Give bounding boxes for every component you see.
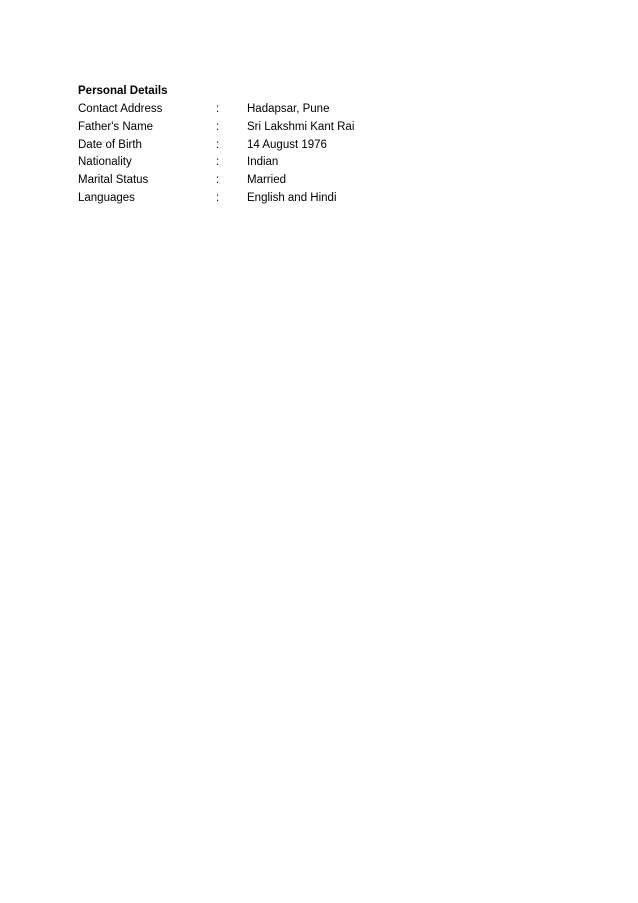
detail-value: English and Hindi [247,191,337,204]
detail-separator: : [216,120,220,133]
section-title: Personal Details [78,85,168,97]
detail-value: 14 August 1976 [247,138,327,151]
detail-value: Indian [247,156,279,169]
detail-label: Nationality [78,156,132,169]
detail-separator: : [216,156,220,169]
detail-row-contact-address [78,101,558,119]
detail-separator: : [216,103,220,115]
detail-separator: : [216,191,220,204]
detail-label: Date of Birth [78,138,142,151]
detail-row-languages [78,190,558,208]
details-list [78,101,558,208]
detail-row-fathers-name [78,119,558,137]
detail-separator: : [216,138,220,151]
detail-row-nationality [78,154,558,172]
personal-details-section [78,83,558,208]
detail-label: Languages [78,191,135,204]
detail-row-date-of-birth [78,137,558,155]
detail-value: Married [247,174,286,187]
detail-label: Father's Name [78,120,154,133]
detail-value: Sri Lakshmi Kant Rai [247,120,355,133]
detail-separator: : [216,174,220,187]
detail-label: Marital Status [78,174,149,187]
detail-value: Hadapsar, Pune [247,103,330,115]
detail-row-marital-status [78,172,558,190]
detail-label: Contact Address [78,103,163,115]
